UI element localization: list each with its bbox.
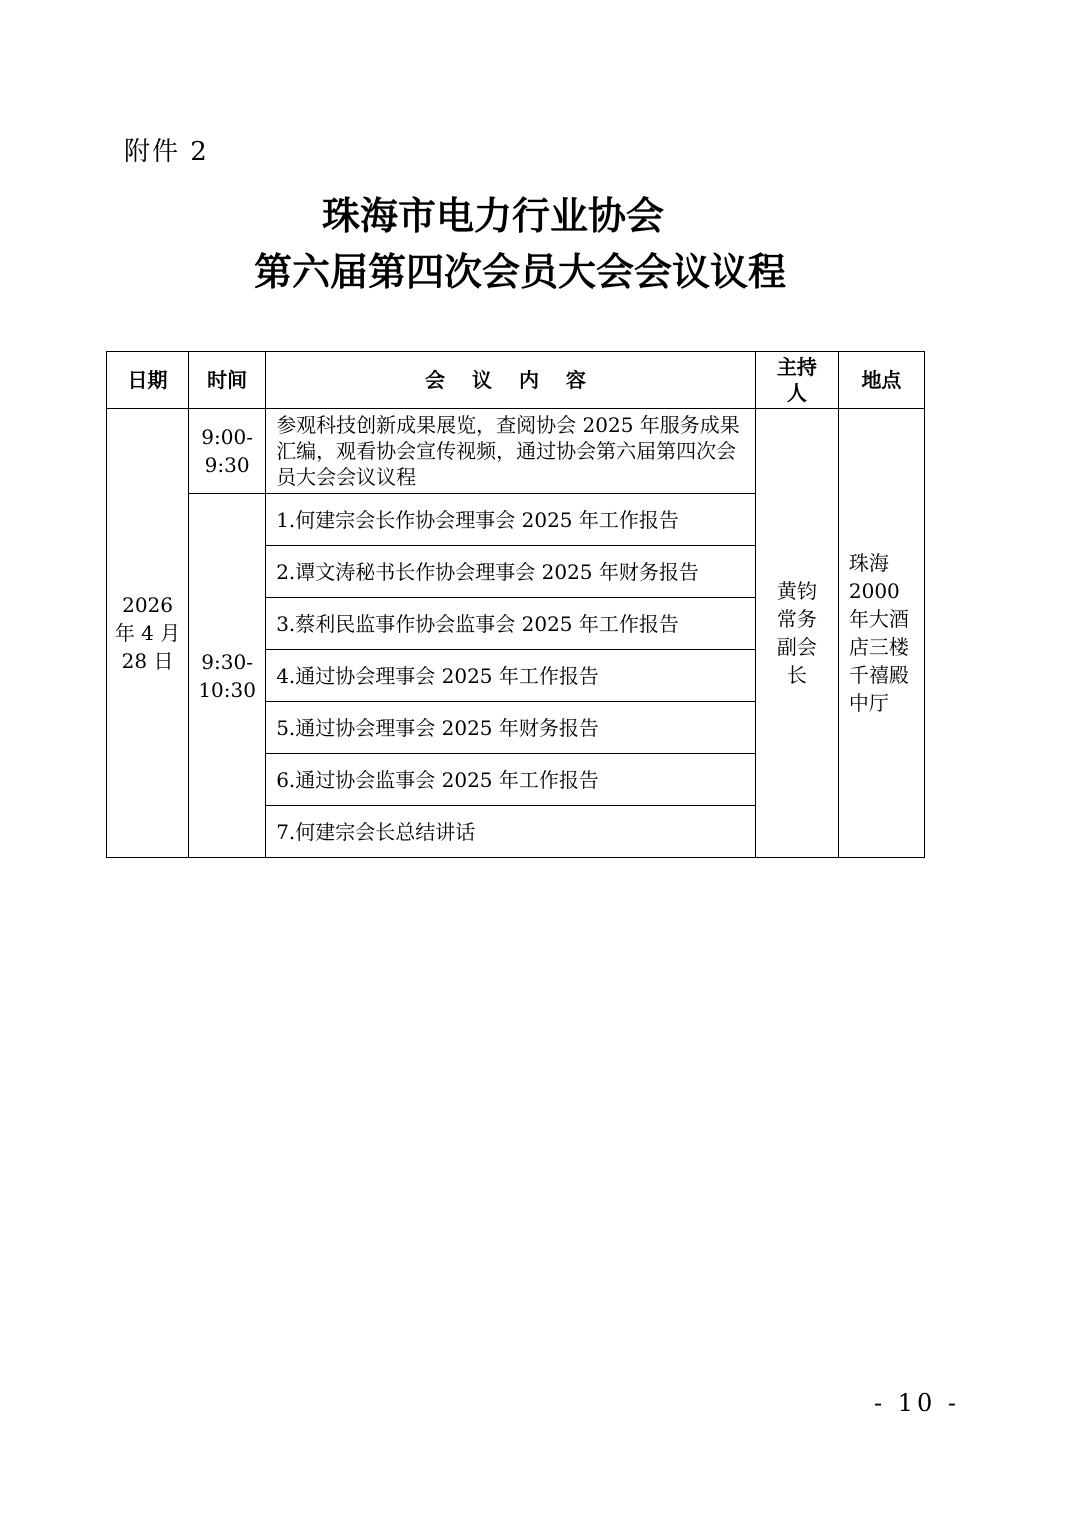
agenda-item: 2.谭文涛秘书长作协会理事会 2025 年财务报告 <box>266 546 756 598</box>
date-line-1: 2026 <box>122 593 173 617</box>
host-line-1: 黄钧 <box>776 579 817 603</box>
host-line-2: 常务 <box>776 607 817 631</box>
host-line-4: 长 <box>786 663 807 687</box>
time-line-2: 9:30 <box>204 453 250 477</box>
header-date: 日期 <box>107 352 189 409</box>
location-line-2: 2000 <box>848 579 900 603</box>
header-time: 时间 <box>189 352 266 409</box>
time-cell-session-1 <box>189 409 266 494</box>
location-line-5: 千禧殿 <box>848 663 909 687</box>
time-line-1: 9:00- <box>201 425 253 449</box>
page-title-line-2: 第六届第四次会员大会会议议程 <box>254 250 787 294</box>
header-location: 地点 <box>838 352 924 409</box>
date-cell <box>107 409 189 858</box>
agenda-item: 6.通过协会监事会 2025 年工作报告 <box>266 754 756 806</box>
time-cell-session-2 <box>189 494 266 858</box>
agenda-item: 5.通过协会理事会 2025 年财务报告 <box>266 702 756 754</box>
time-line-2: 10:30 <box>198 677 256 702</box>
content-cell: 参观科技创新成果展览，查阅协会 2025 年服务成果汇编，观看协会宣传视频，通过协会第六届第四次会员大会会议议程 <box>266 409 756 494</box>
attachment-label: 附件 2 <box>124 137 209 167</box>
agenda-item: 4.通过协会理事会 2025 年工作报告 <box>266 650 756 702</box>
date-line-2: 年 4 月 <box>114 621 181 645</box>
date-line-3: 28 日 <box>121 649 174 673</box>
location-cell <box>838 409 924 858</box>
host-cell <box>755 409 838 858</box>
time-line-1: 9:30- <box>201 649 253 674</box>
agenda-item: 3.蔡利民监事作协会监事会 2025 年工作报告 <box>266 598 756 650</box>
header-host <box>755 352 838 409</box>
agenda-item: 7.何建宗会长总结讲话 <box>266 806 756 858</box>
header-host-line-2: 人 <box>786 381 807 405</box>
header-content: 会 议 内 容 <box>266 352 756 409</box>
location-line-1: 珠海 <box>848 551 889 575</box>
table-row <box>107 409 925 494</box>
host-line-3: 副会 <box>776 635 817 659</box>
page-title-line-1: 珠海市电力行业协会 <box>322 194 665 238</box>
location-line-6: 中厅 <box>848 691 889 715</box>
location-line-4: 店三楼 <box>848 635 909 659</box>
agenda-table <box>106 351 925 858</box>
page-number: - 10 - <box>874 1389 961 1417</box>
table-header-row <box>107 352 925 409</box>
header-host-line-1: 主持 <box>776 355 817 379</box>
agenda-item: 1.何建宗会长作协会理事会 2025 年工作报告 <box>266 494 756 546</box>
location-line-3: 年大酒 <box>848 607 909 631</box>
